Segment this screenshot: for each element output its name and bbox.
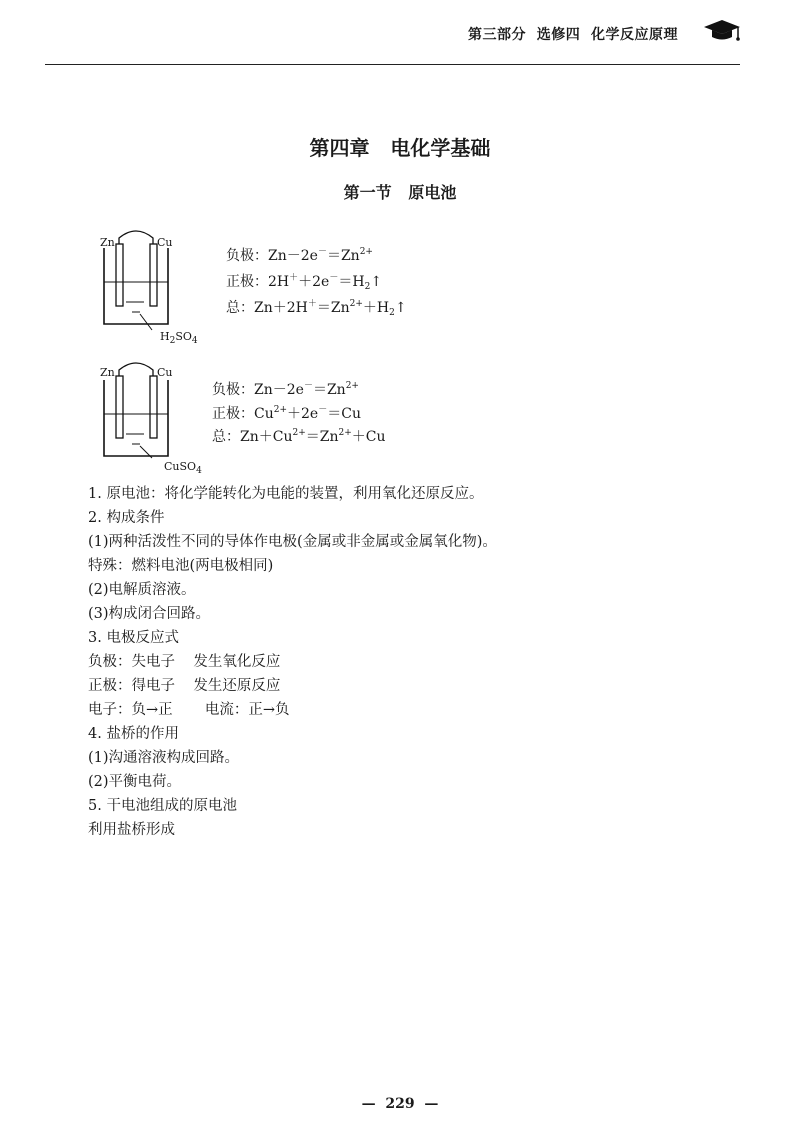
body-line: 3. 电极反应式 (88, 630, 179, 646)
body-line: (2)电解质溶液。 (88, 582, 196, 598)
body-line: (1)沟通溶液构成回路。 (88, 750, 240, 766)
cell2-negative-equation: 负极：$Zn-2e^-=Zn^{2+}$ (212, 381, 359, 398)
body-line: (3)构成闭合回路。 (88, 606, 211, 622)
cell2-positive-equation: 正极：$Cu^{2+}+2e^-=Cu$ (212, 405, 361, 422)
body-line: 负极：失电子 发生氧化反应 (88, 654, 281, 670)
cell2-total-equation: 总：$Zn+Cu^{2+}=Zn^{2+}+Cu$ (212, 428, 386, 445)
cell1-total-equation: 总：$Zn+2H^+=Zn^{2+}+H_2↑$ (226, 299, 407, 318)
cell2-label-zn: Zn (100, 366, 115, 379)
cell1-positive-equation: 正极：$2H^++2e^-=H_2↑$ (226, 273, 383, 292)
running-header: 第三部分 选修四 化学反应原理 (468, 27, 678, 43)
cell1-negative-equation: 负极：$Zn-2e^-=Zn^{2+}$ (226, 247, 373, 264)
body-line: (2)平衡电荷。 (88, 774, 182, 790)
cell1-electrolyte: $H_2SO_4$ (160, 330, 198, 346)
body-line: (1)两种活泼性不同的导体作电极(金属或非金属或金属氧化物)。 (88, 534, 497, 550)
body-line: 4. 盐桥的作用 (88, 726, 179, 742)
page-number: — 229 — (361, 1096, 439, 1112)
body-line: 5. 干电池组成的原电池 (88, 798, 237, 814)
body-line: 1. 原电池：将化学能转化为电能的装置，利用氧化还原反应。 (88, 486, 484, 502)
section-title: 第一节 原电池 (343, 183, 457, 202)
header-rule (45, 64, 740, 65)
cell2-label-cu: Cu (157, 366, 173, 379)
body-line: 正极：得电子 发生还原反应 (88, 678, 281, 694)
cell1-label-zn: Zn (100, 236, 115, 249)
cell1-label-cu: Cu (157, 236, 173, 249)
body-line: 2. 构成条件 (88, 510, 165, 526)
graduation-cap-icon (702, 18, 742, 44)
chapter-title: 第四章 电化学基础 (309, 136, 491, 160)
body-line: 电子：负→正 电流：正→负 (88, 702, 290, 718)
body-line: 特殊：燃料电池(两电极相同) (88, 558, 274, 574)
body-line: 利用盐桥形成 (88, 822, 175, 838)
cell2-electrolyte: CuSO$_4$ (164, 460, 202, 476)
